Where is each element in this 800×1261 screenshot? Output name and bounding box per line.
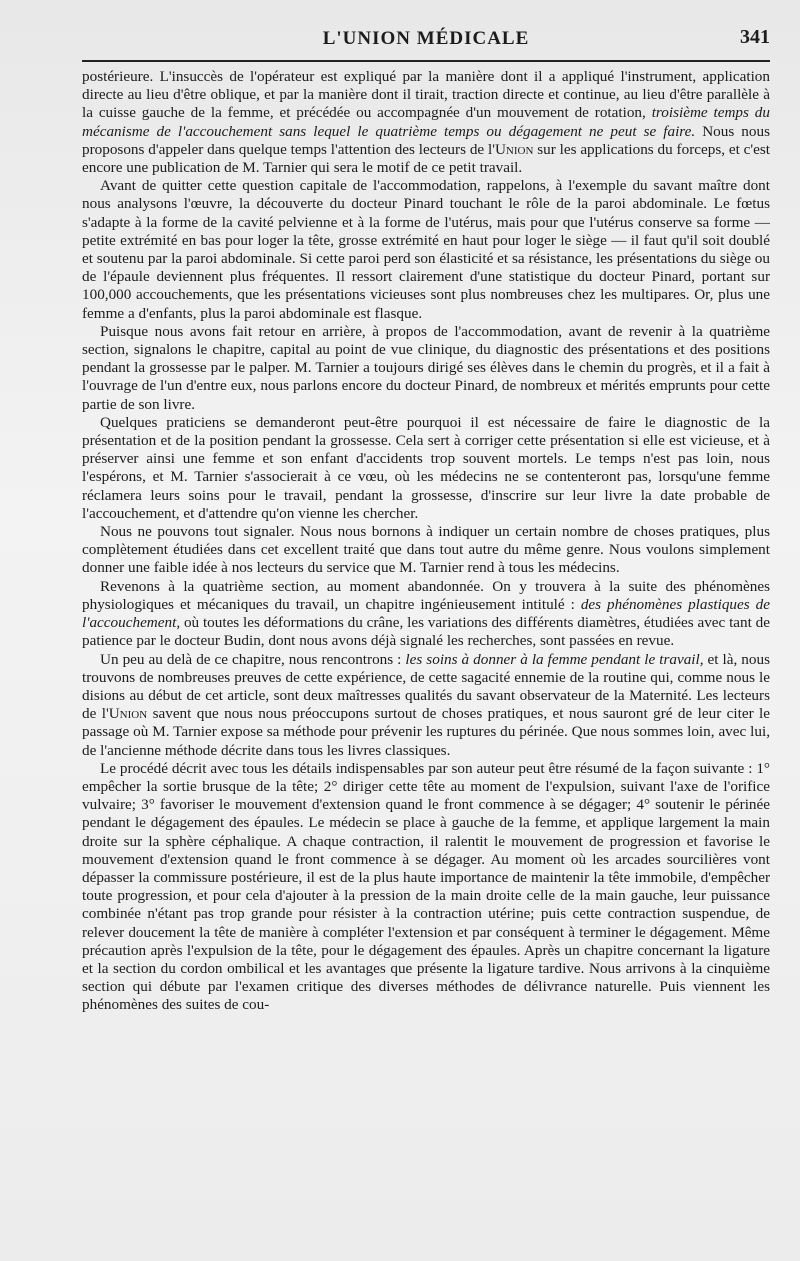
page-number: 341 [740, 26, 770, 48]
text-run: savent que nous nous préoccupons surtout de choses pratiques, et nous sauront gré de leur citer le passage où M. Tarnier expose sa méthode pour prévenir les ruptures du périnée. Que nous sommes loin, avec lui, de l'ancienne méthode décrite dans tous les livres classiques. [82, 705, 771, 759]
text-run: postérieure. L'insuccès de l'opérateur est expliqué par la manière dont il a appliqué l'instrument, application directe au lieu d'être oblique, et par la manière dont il tirait, traction directe et continue, au lieu d'être parallèle à la cuisse gauche de la femme, et précédée ou accompagnée d'un mouvement de rotation, [82, 68, 770, 122]
running-title: L'UNION MÉDICALE [322, 28, 530, 49]
small-caps-text: Union [108, 705, 148, 723]
paragraph [82, 760, 770, 1015]
article-body [82, 68, 770, 1015]
paragraph [82, 523, 770, 578]
text-run: Avant de quitter cette question capitale de l'accommodation, rappelons, à l'exemple du savant maître dont nous analysons l'œuvre, la découverte du docteur Pinard touchant le rôle de la paroi abdominale. Le fœtus s'adapte à la forme de la cavité pelvienne et à la forme de l'utérus, mais pour que l'utérus conserve sa forme — petite extrémité en bas pour loger la tête, grosse extrémité en haut pour loger le siège — il faut qu'il soit doublé et soutenu par la paroi abdominale. Si cette paroi perd son élasticité et sa résistance, les présentations du siège ou de l'épaule deviennent plus fréquentes. Il ressort clairement d'une statistique du docteur Pinard, portant sur 100,000 accouchements, que les présentations vicieuses sont plus nombreuses chez les multipares. Or, plus une femme a d'enfants, plus la paroi abdominale est flasque. [82, 177, 770, 322]
paragraph [82, 651, 770, 760]
paragraph [82, 177, 770, 323]
text-run: Un peu au delà de ce chapitre, nous rencontrons : [100, 650, 406, 668]
text-run: Nous ne pouvons tout signaler. Nous nous bornons à indiquer un certain nombre de choses pratiques, plus complètement étudiées dans cet excellent traité que dans tout autre du même genre. Nous voulons simplement donner une faible idée à nos lecteurs du service que M. Tarnier rend à tous les médecins. [82, 523, 770, 577]
text-run: Le procédé décrit avec tous les détails indispensables par son auteur peut être résumé de la façon suivante : 1° empêcher la sortie brusque de la tête; 2° diriger cette tête au moment de l'expulsion, suivant l'axe de l'orifice vulvaire; 3° favoriser le mouvement d'extension quand le front commence à se dégager; 4° soutenir le périnée pendant le dégagement des épaules. Le médecin se place à gauche de la femme, et applique largement la main droite sur la sphère céphalique. A chaque contraction, il ralentit le mouvement de progression et favorise le mouvement d'extension quand le front commence à se dégager. Au moment où les arcades sourcilières vont dépasser la commissure postérieure, il est de la plus haute importance de maintenir la tête immobile, d'empêcher toute progression, et pour cela d'ajouter à la pression de la main droite celle de la main gauche, leur puissance combinée n'étant pas trop grande pour résister à la contraction utérine; puis cette contraction suspendue, de relever doucement la tête de manière à compléter l'extension et par conséquent à terminer le dégagement. Même précaution après l'expulsion de la tête, pour le dégagement des épaules. Après un chapitre concernant la ligature et la section du cordon ombilical et les avantages que présente la ligature tardive. Nous arrivons à la cinquième section qui débute par l'examen critique des diverses méthodes de délivrance naturelle. Puis viennent les phénomènes des suites de cou- [82, 759, 770, 1014]
text-run: Quelques praticiens se demanderont peut-être pourquoi il est nécessaire de faire le diagnostic de la présentation et de la position pendant la grossesse. Cela sert à corriger cette présentation si elle est vicieuse, et à préserver ainsi une femme et son enfant d'accidents trop souvent mortels. Le temps n'est pas loin, nous l'espérons, et M. Tarnier s'associerait à ce vœu, où les médecins ne se contenteront pas, lorsqu'une femme réclamera leurs soins pour le travail, pendant la grossesse, d'inscrire sur leur livre la date probable de l'accouchement, et d'attendre qu'on vienne les chercher. [82, 413, 770, 522]
italic-text: les soins à donner à la femme pendant le travail, [405, 650, 704, 668]
text-run: Nous nous proposons d'appeler dans quelque temps l'attention des lecteurs de l' [82, 122, 770, 158]
page-header [82, 22, 770, 56]
paragraph [82, 323, 770, 414]
text-run: Puisque nous avons fait retour en arrière, à propos de l'accommodation, avant de revenir à la quatrième section, signalons le chapitre, capital au point de vue clinique, du diagnostic des présentations et des positions pendant la grossesse par le palper. M. Tarnier a toujours dirigé ses élèves dans le chemin du progrès, et il a fait à l'ouvrage de l'un d'entre eux, nous parlons encore du docteur Pinard, de nombreux et mérités emprunts pour cette partie de son livre. [82, 322, 770, 413]
paragraph [82, 68, 770, 177]
paragraph [82, 414, 770, 523]
text-run: où toutes les déformations du crâne, les variations des différents diamètres, étudiées avec tant de patience par le docteur Budin, dont nous avons déjà signalé les recherches, sont passées en revue. [82, 614, 770, 650]
italic-text: troisième temps du mécanisme de l'accouchement sans lequel le quatrième temps ou dégagement ne peut se faire. [82, 104, 770, 140]
paragraph [82, 578, 770, 651]
italic-text: des phénomènes plastiques de l'accouchement, [82, 595, 770, 632]
text-run: et là, nous trouvons de nombreuses preuves de cette expérience, de cette sagacité ennemie de la routine qui, comme nous le disions au début de cet article, sont deux maîtresses qualités du savant observateur de la Maternité. Les lecteurs de l' [82, 650, 770, 723]
small-caps-text: Union [494, 140, 534, 158]
header-rule [82, 60, 770, 62]
text-run: Revenons à la quatrième section, au moment abandonnée. On y trouvera à la suite des phénomènes physiologiques et mécaniques du travail, un chapitre ingénieusement intitulé : [82, 577, 770, 613]
text-run: sur les applications du forceps, et c'est encore une publication de M. Tarnier qui sera le motif de ce petit travail. [82, 140, 770, 177]
